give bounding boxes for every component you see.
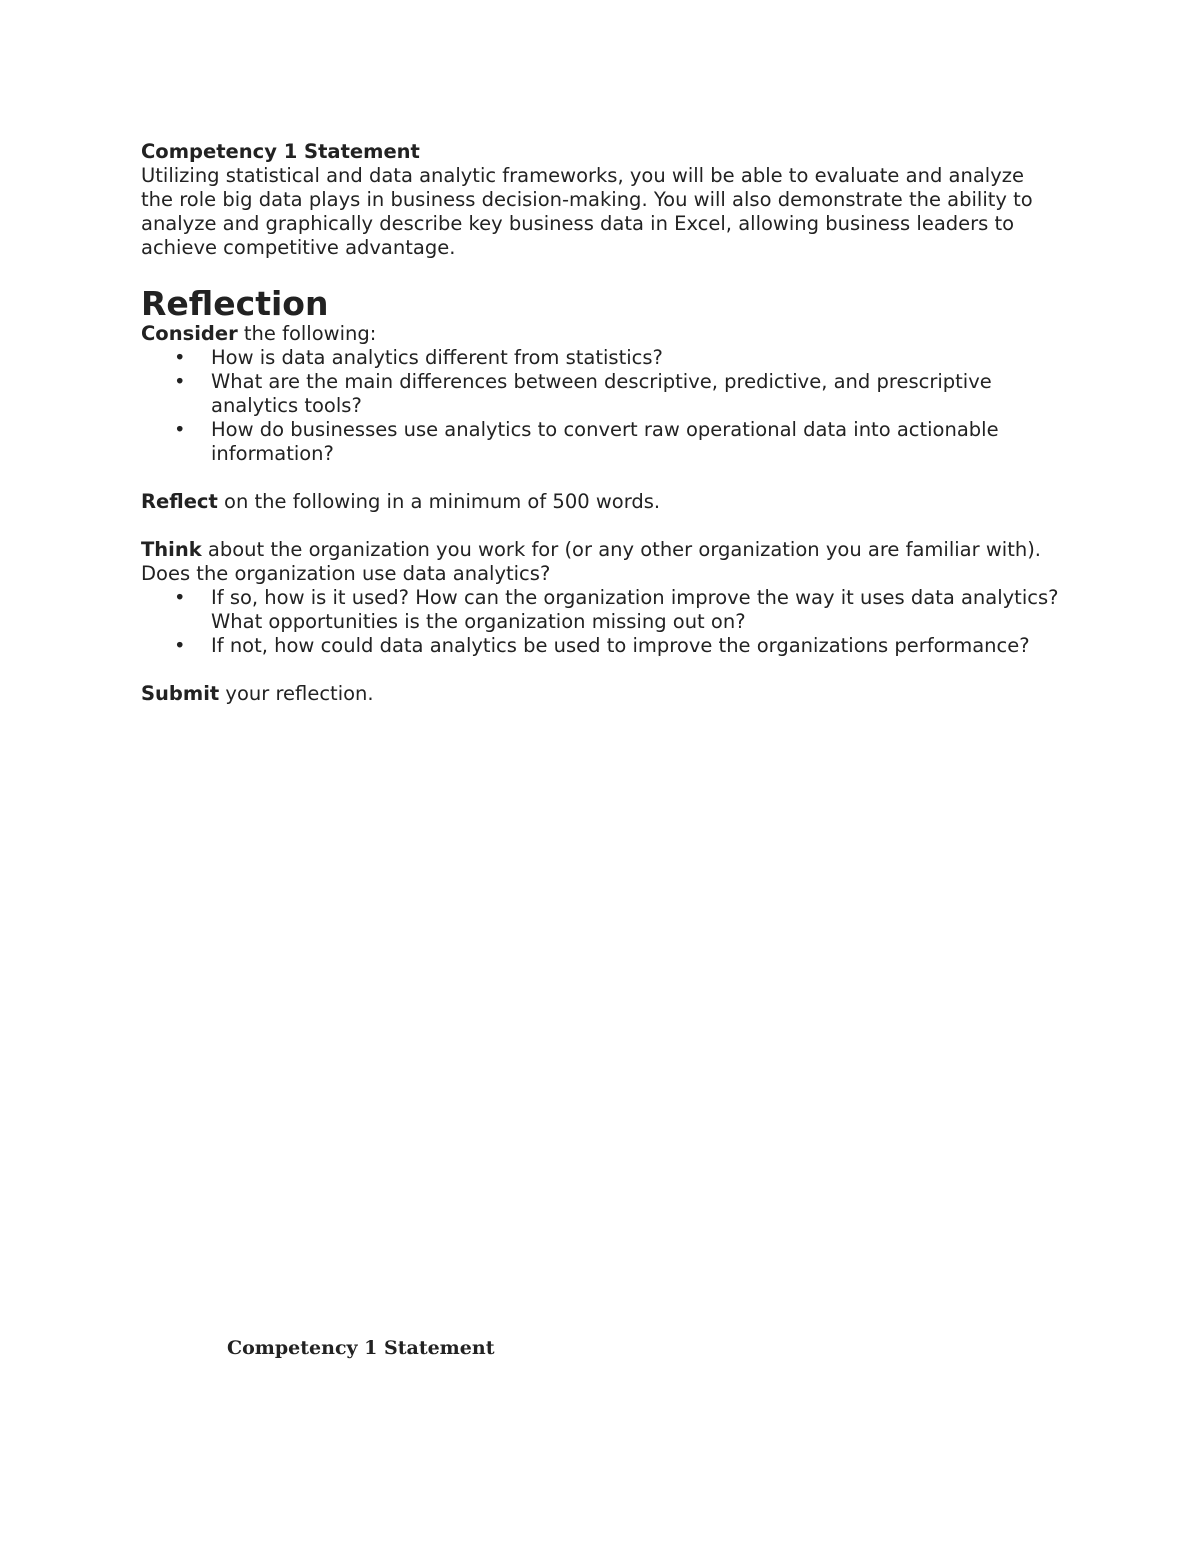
- list-item: • If not, how could data analytics be used to improve the organizations performance?: [174, 634, 1030, 657]
- reflect-text: on the following in a minimum of 500 words.: [217, 490, 661, 513]
- bullet-icon: •: [174, 586, 186, 609]
- think-paragraph: [141, 538, 1061, 586]
- list-item: • If so, how is it used? How can the organization improve the way it uses data analytics? What opportunities is the organization missing out on?: [174, 586, 1059, 633]
- reflection-heading: Reflection: [141, 284, 329, 323]
- list-item: • How do businesses use analytics to convert raw operational data into actionable information?: [174, 418, 999, 465]
- submit-paragraph: [141, 682, 1061, 706]
- reflect-label: Reflect: [141, 490, 218, 513]
- bullet-icon: •: [174, 346, 186, 369]
- consider-label: Consider: [141, 322, 238, 345]
- bullet-icon: •: [174, 370, 186, 393]
- submit-text: your reflection.: [219, 682, 374, 705]
- bullet-icon: •: [174, 634, 186, 657]
- competency-text: Utilizing statistical and data analytic frameworks, you will be able to evaluate and analyze the role big data plays in business decision-making. You will also demonstrate the ability to analyze and graphically describe key business data in Excel, allowing business leaders to achieve competitive advantage.: [141, 164, 1033, 259]
- think-label: Think: [141, 538, 202, 561]
- reflect-paragraph: [141, 490, 1061, 514]
- consider-text: the following:: [237, 322, 377, 345]
- document-page: [141, 140, 1061, 706]
- list-item: • What are the main differences between descriptive, predictive, and prescriptive analytics tools?: [174, 370, 992, 417]
- bullet-icon: •: [174, 418, 186, 441]
- think-list: [141, 586, 1061, 658]
- spacer: [141, 466, 1061, 490]
- think-text: about the organization you work for (or any other organization you are familiar with). Does the organization use data analytics?: [141, 538, 1042, 585]
- footer-title: Competency 1 Statement: [227, 1337, 495, 1359]
- list-item: • How is data analytics different from statistics?: [174, 346, 663, 369]
- spacer: [141, 514, 1061, 538]
- spacer: [141, 658, 1061, 682]
- submit-label: Submit: [141, 682, 220, 705]
- competency-title: Competency 1 Statement: [141, 140, 420, 163]
- consider-list: [141, 346, 1061, 466]
- consider-paragraph: [141, 322, 1061, 346]
